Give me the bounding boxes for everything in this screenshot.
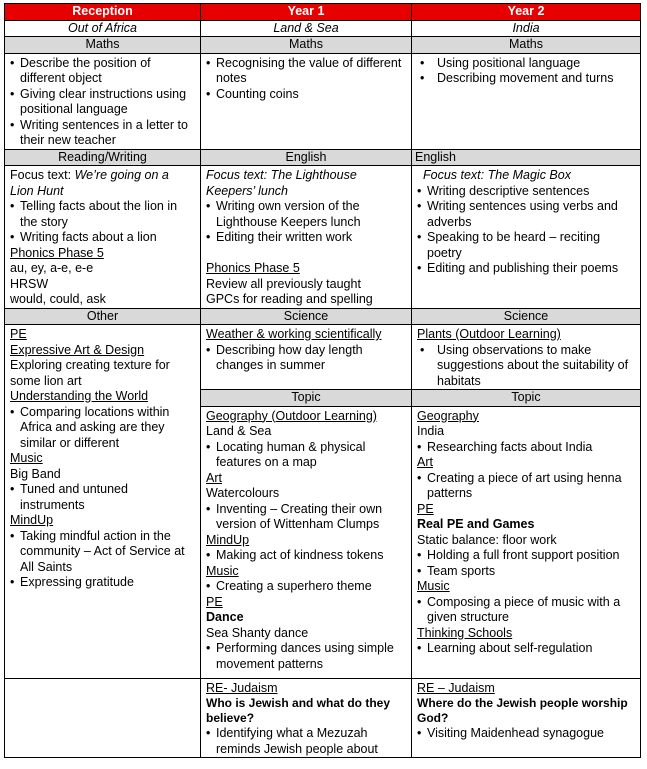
music-text: Big Band (10, 466, 61, 481)
science-heading: Weather & working scientifically (206, 327, 382, 341)
hrsw-label: HRSW (10, 276, 49, 291)
header-reception: Reception (5, 4, 201, 21)
re-content-row (5, 678, 641, 758)
focus-title: Lion Hunt (10, 183, 64, 198)
maths-label-reception: Maths (5, 37, 201, 54)
list-item: • Inventing – Creating their own version of Wittenham Clumps (206, 502, 407, 533)
phonics-heading: Phonics Phase 5 (10, 245, 104, 260)
list-item: • Performing dances using simple movement patterns (206, 641, 407, 672)
phonics-review: Review all previously taught (206, 276, 361, 291)
list-item: • Editing their written work (206, 230, 407, 246)
english-reception (5, 166, 201, 309)
list-item: • Comparing locations within Africa and asking are they similar or different (10, 405, 196, 452)
theme-year1: Land & Sea (201, 20, 412, 37)
header-year2: Year 2 (412, 4, 641, 21)
science-heading: Plants (Outdoor Learning) (417, 327, 561, 341)
english-content-row (5, 166, 641, 309)
list-item: • Tuned and untuned instruments (10, 482, 196, 513)
maths-reception (5, 53, 201, 149)
english-year2 (412, 166, 641, 309)
list-item: • Holding a full front support position (417, 548, 636, 564)
geography-text: Land & Sea (206, 424, 272, 438)
music-heading: Music (417, 579, 450, 593)
re-question: Where do the Jewish people worship God? (417, 696, 628, 725)
list-item: • Team sports (417, 564, 636, 580)
theme-year2: India (412, 20, 641, 37)
list-item: • Writing facts about a lion (10, 230, 196, 246)
tricky-words: would, could, ask (10, 292, 106, 306)
phonics-heading: Phonics Phase 5 (206, 261, 300, 275)
thinking-schools-heading: Thinking Schools (417, 625, 513, 640)
phonics-sounds: au, ey, a-e, e-e (10, 261, 94, 275)
re-year2 (412, 678, 641, 758)
other-reception (5, 325, 201, 679)
list-item: • Creating a piece of art using henna patterns (417, 471, 636, 502)
list-item: • Visiting Maidenhead synagogue (417, 726, 636, 742)
focus-text: Focus text: We’re going on a (10, 168, 169, 182)
music-heading: Music (10, 451, 43, 465)
list-item: • Researching facts about India (417, 440, 636, 456)
expressive-heading: Expressive Art & Design (10, 342, 145, 357)
list-item: • Identifying what a Mezuzah reminds Jewish people about (206, 726, 407, 757)
pe-text: Sea Shanty dance (206, 625, 309, 640)
science-content-row (5, 325, 641, 390)
list-item: • Giving clear instructions using positional language (10, 87, 196, 118)
maths-label-year2: Maths (412, 37, 641, 54)
other-label: Other (5, 308, 201, 325)
pe-heading: PE (206, 594, 223, 609)
pe-text: Static balance: floor work (417, 532, 557, 547)
geography-heading: Geography (417, 408, 479, 423)
list-item: • Describing how day length changes in summer (206, 343, 407, 374)
list-item: • Expressing gratitude (10, 575, 196, 591)
maths-year2 (412, 53, 641, 149)
list-item: • Speaking to be heard – reciting poetry (417, 230, 636, 261)
phonics-review: GPCs for reading and spelling (206, 292, 373, 306)
pe-subheading: Real PE and Games (417, 517, 535, 531)
music-heading: Music (206, 563, 239, 578)
art-text: Watercolours (206, 486, 280, 500)
maths-content-row (5, 53, 641, 149)
list-item: • Writing descriptive sentences (417, 184, 636, 200)
maths-label-year1: Maths (201, 37, 412, 54)
topic-year1 (201, 406, 412, 678)
science-year2 (412, 325, 641, 390)
spacer (206, 246, 407, 262)
english-year1 (201, 166, 412, 309)
list-item: • Editing and publishing their poems (417, 261, 636, 277)
list-item: • Counting coins (206, 87, 407, 103)
science-year1 (201, 325, 412, 390)
list-item: • Describe the position of different object (10, 56, 196, 87)
list-item: • Making act of kindness tokens (206, 548, 407, 564)
utw-heading: Understanding the World (10, 389, 149, 403)
english-label-row (5, 149, 641, 166)
list-item: • Using positional language (417, 56, 636, 72)
pe-heading: PE (417, 501, 434, 516)
theme-reception: Out of Africa (5, 20, 201, 37)
art-heading: Art (206, 470, 222, 485)
re-year1 (201, 678, 412, 758)
geography-text: India (417, 424, 445, 438)
header-year1: Year 1 (201, 4, 412, 21)
topic-label-year2: Topic (412, 390, 641, 407)
mindup-heading: MindUp (10, 513, 54, 527)
english-label-year2: English (412, 149, 641, 166)
list-item: • Describing movement and turns (417, 71, 636, 87)
expressive-text: Exploring creating texture for some lion art (10, 358, 170, 388)
list-item: • Writing sentences in a letter to their new teacher (10, 118, 196, 149)
science-label-year2: Science (412, 308, 641, 325)
english-label-year1: English (201, 149, 412, 166)
english-label-reception: Reading/Writing (5, 149, 201, 166)
curriculum-table (4, 3, 641, 758)
pe-subheading: Dance (206, 610, 244, 624)
focus-title: Keepers’ lunch (206, 183, 289, 198)
re-heading: RE – Judaism (417, 680, 495, 695)
re-heading: RE- Judaism (206, 680, 278, 695)
maths-label-row (5, 37, 641, 54)
list-item: • Recognising the value of different notes (206, 56, 407, 87)
list-item: • Locating human & physical features on a map (206, 440, 407, 471)
re-question: Who is Jewish and what do they believe? (206, 696, 391, 725)
mindup-heading: MindUp (206, 532, 250, 547)
other-science-label-row (5, 308, 641, 325)
topic-label-year1: Topic (201, 390, 412, 407)
geography-heading: Geography (Outdoor Learning) (206, 408, 377, 423)
list-item: • Learning about self-regulation (417, 641, 636, 657)
year-header-row (5, 4, 641, 21)
maths-year1 (201, 53, 412, 149)
theme-row (5, 20, 641, 37)
list-item: • Telling facts about the lion in the story (10, 199, 196, 230)
topic-year2 (412, 406, 641, 678)
focus-text: Focus text: The Magic Box (423, 168, 571, 182)
re-reception-empty (5, 678, 201, 758)
pe-heading: PE (10, 327, 27, 341)
list-item: • Writing sentences using verbs and adverbs (417, 199, 636, 230)
list-item: • Writing own version of the Lighthouse Keepers lunch (206, 199, 407, 230)
science-label-year1: Science (201, 308, 412, 325)
list-item: • Composing a piece of music with a given structure (417, 595, 636, 626)
list-item: • Taking mindful action in the community – Act of Service at All Saints (10, 529, 196, 576)
focus-text: Focus text: The Lighthouse (206, 168, 357, 182)
list-item: • Using observations to make suggestions about the suitability of habitats (417, 343, 636, 390)
list-item: • Creating a superhero theme (206, 579, 407, 595)
art-heading: Art (417, 455, 433, 469)
